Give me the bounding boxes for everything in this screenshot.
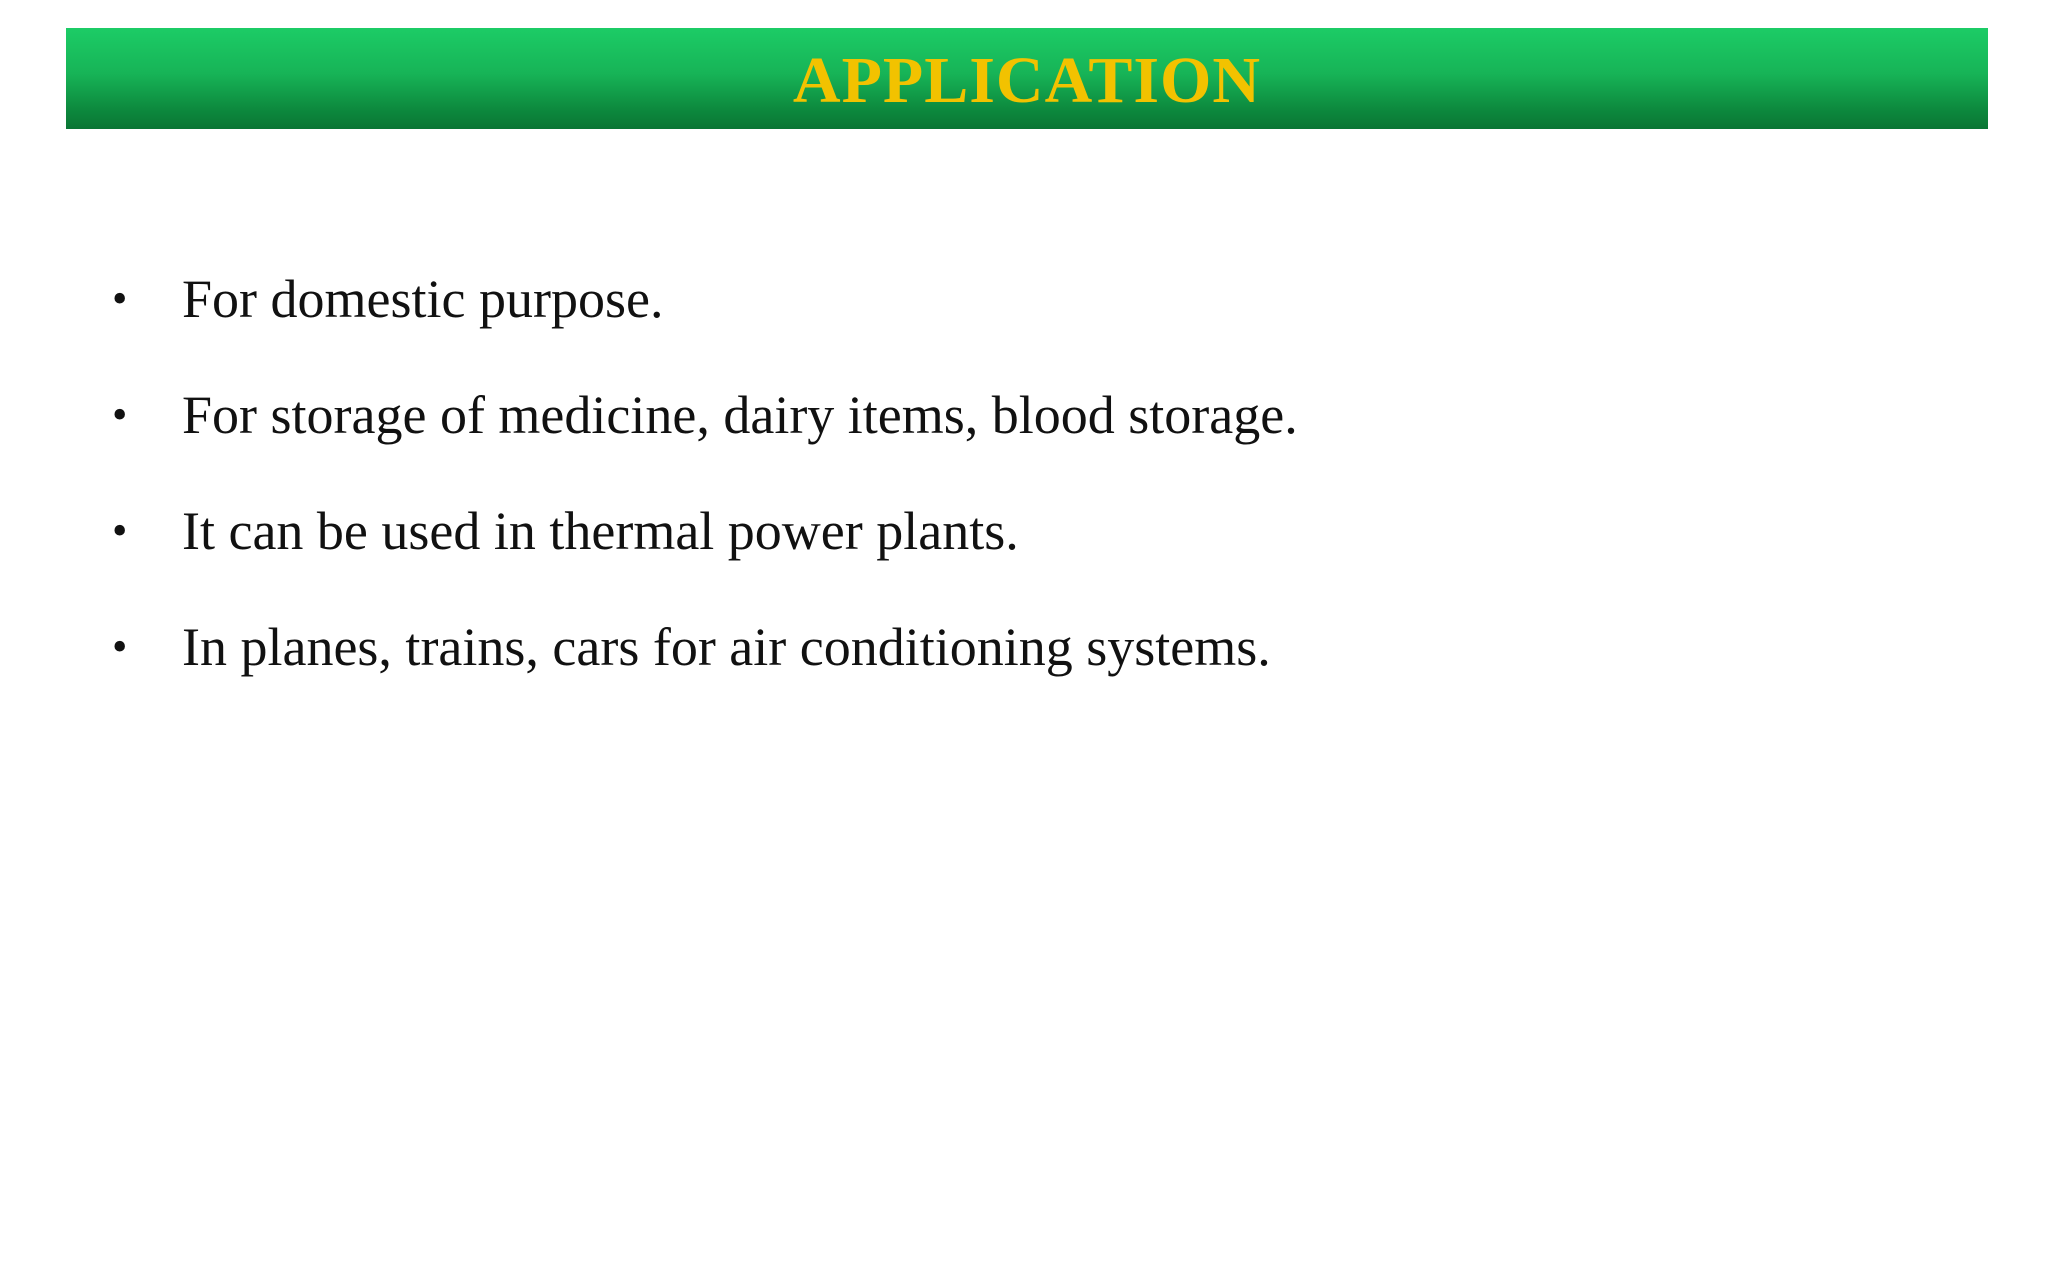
bullet-item [112, 385, 1298, 504]
bullet-item [112, 501, 1298, 620]
bullet-text: It can be used in thermal power plants. [182, 501, 1019, 561]
bullet-icon: • [112, 274, 128, 323]
bullet-text: For domestic purpose. [182, 269, 664, 329]
bullet-icon: • [112, 506, 128, 555]
bullet-item [112, 617, 1298, 736]
bullet-icon: • [112, 390, 128, 439]
bullet-text: In planes, trains, cars for air conditioning systems. [182, 617, 1271, 677]
bullet-icon: • [112, 622, 128, 671]
slide-title: APPLICATION [792, 43, 1262, 117]
title-bar [66, 28, 1988, 129]
bullet-item [112, 269, 1298, 388]
bullet-list [112, 269, 1298, 736]
bullet-text: For storage of medicine, dairy items, blood storage. [182, 385, 1298, 445]
